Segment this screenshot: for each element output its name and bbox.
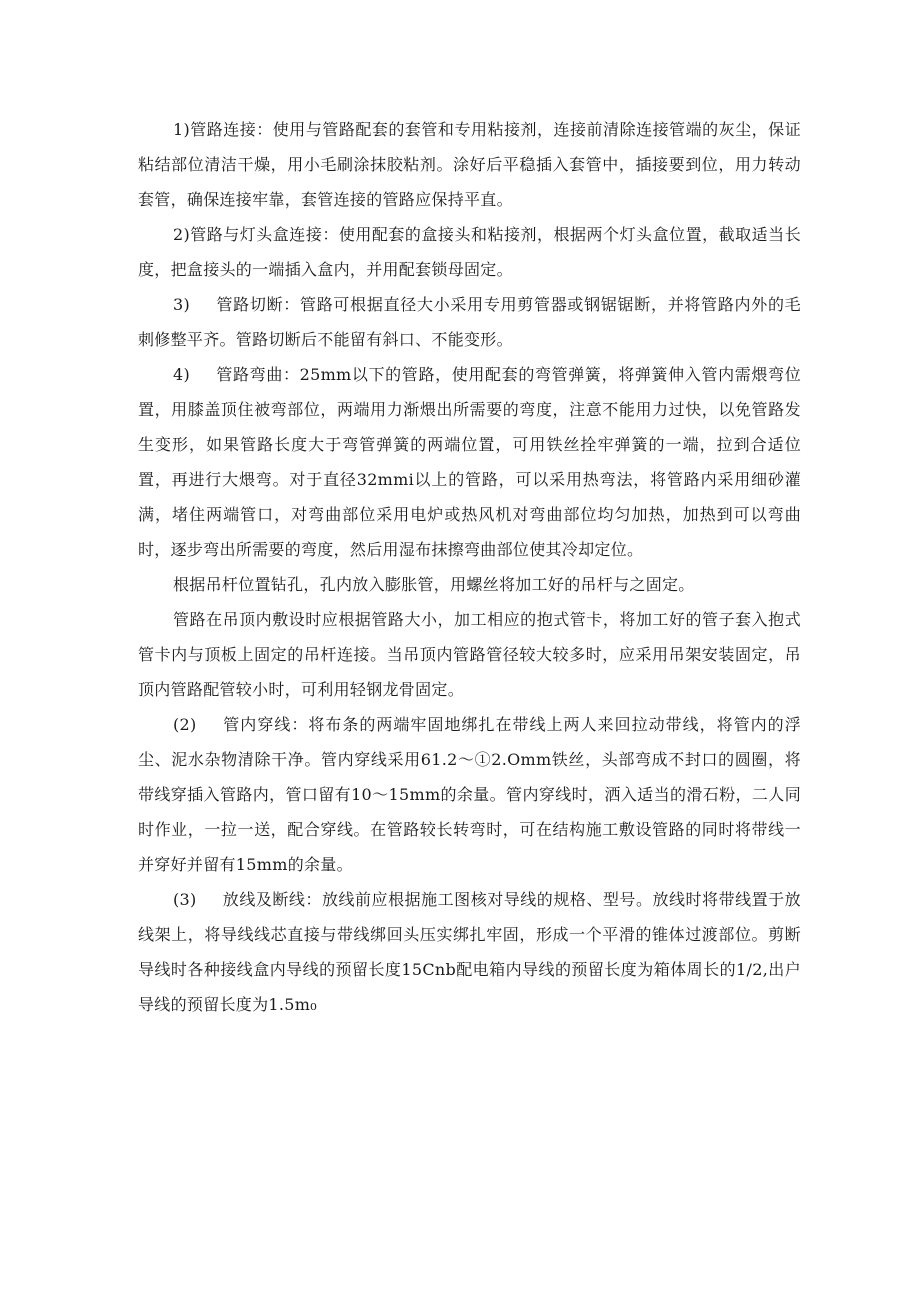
paragraph-text: 放线及断线：放线前应根据施工图核对导线的规格、型号。放线时将带线置于放线架上，将导线线芯直接与带线绑回头压实绑扎牢固，形成一个平滑的锥体过渡部位。剪断导线时各种接线盒内导线的预留长度15Cnb配电箱内导线的预留长度为箱体周长的1/2,出户导线的预留长度为1.5m₀ bbox=[138, 890, 801, 1014]
paragraph-pipe-cutting bbox=[138, 287, 801, 357]
paragraph-lead: (2) bbox=[173, 715, 197, 734]
paragraph-lead: 3) bbox=[173, 295, 191, 314]
paragraph-text: 管内穿线：将布条的两端牢固地绑扎在带线上两人来回拉动带线，将管内的浮尘、泥水杂物清除干净。管内穿线采用61.2～①2.Omm铁丝，头部弯成不封口的圆圈，将带线穿插入管路内，管口留有10～15mm的余量。管内穿线时，洒入适当的滑石粉，二人同时作业，一拉一送，配合穿线。在管路较长转弯时，可在结构施工敷设管路的同时将带线一并穿好并留有15mm的余量。 bbox=[138, 715, 801, 874]
paragraph-text: 管路切断：管路可根据直径大小采用专用剪管器或钢锯锯断，并将管路内外的毛刺修整平齐。管路切断后不能留有斜口、不能变形。 bbox=[138, 295, 801, 349]
paragraph-lamp-box-connection bbox=[138, 217, 801, 287]
paragraph-ceiling-laying bbox=[138, 602, 801, 707]
paragraph-text: 管路弯曲：25mm以下的管路，使用配套的弯管弹簧，将弹簧伸入管内需煨弯位置，用膝盖顶住被弯部位，两端用力渐煨出所需要的弯度，注意不能用力过快，以免管路发生变形，如果管路长度大于弯管弹簧的两端位置，可用铁丝拴牢弹簧的一端，拉到合适位置，再进行大煨弯。对于直径32mmi以上的管路，可以采用热弯法，将管路内采用细砂灌满，堵住两端管口，对弯曲部位采用电炉或热风机对弯曲部位均匀加热，加热到可以弯曲时，逐步弯出所需要的弯度，然后用湿布抹擦弯曲部位使其冷却定位。 bbox=[138, 365, 801, 559]
paragraph-lead: 4) bbox=[173, 365, 191, 384]
paragraph-pipe-bending bbox=[138, 357, 801, 567]
paragraph-wire-laying-cutting bbox=[138, 882, 801, 1022]
paragraph-text: 1)管路连接：使用与管路配套的套管和专用粘接剂，连接前清除连接管端的灰尘，保证粘结部位清洁干燥，用小毛刷涂抹胶粘剂。涂好后平稳插入套管中，插接要到位，用力转动套管，确保连接牢靠，套管连接的管路应保持平直。 bbox=[138, 120, 801, 209]
paragraph-wire-threading bbox=[138, 707, 801, 882]
document-body bbox=[138, 112, 801, 1022]
paragraph-lead: (3) bbox=[173, 890, 197, 909]
paragraph-text: 管路在吊顶内敷设时应根据管路大小，加工相应的抱式管卡，将加工好的管子套入抱式管卡内与顶板上固定的吊杆连接。当吊顶内管路管径较大较多时，应采用吊架安装固定，吊顶内管路配管较小时，可利用轻钢龙骨固定。 bbox=[138, 610, 801, 699]
paragraph-text: 根据吊杆位置钻孔，孔内放入膨胀管，用螺丝将加工好的吊杆与之固定。 bbox=[173, 575, 695, 594]
paragraph-pipe-connection bbox=[138, 112, 801, 217]
paragraph-hanger-drilling bbox=[138, 567, 801, 602]
paragraph-text: 2)管路与灯头盒连接：使用配套的盒接头和粘接剂，根据两个灯头盒位置，截取适当长度，把盒接头的一端插入盒内，并用配套锁母固定。 bbox=[138, 225, 801, 279]
